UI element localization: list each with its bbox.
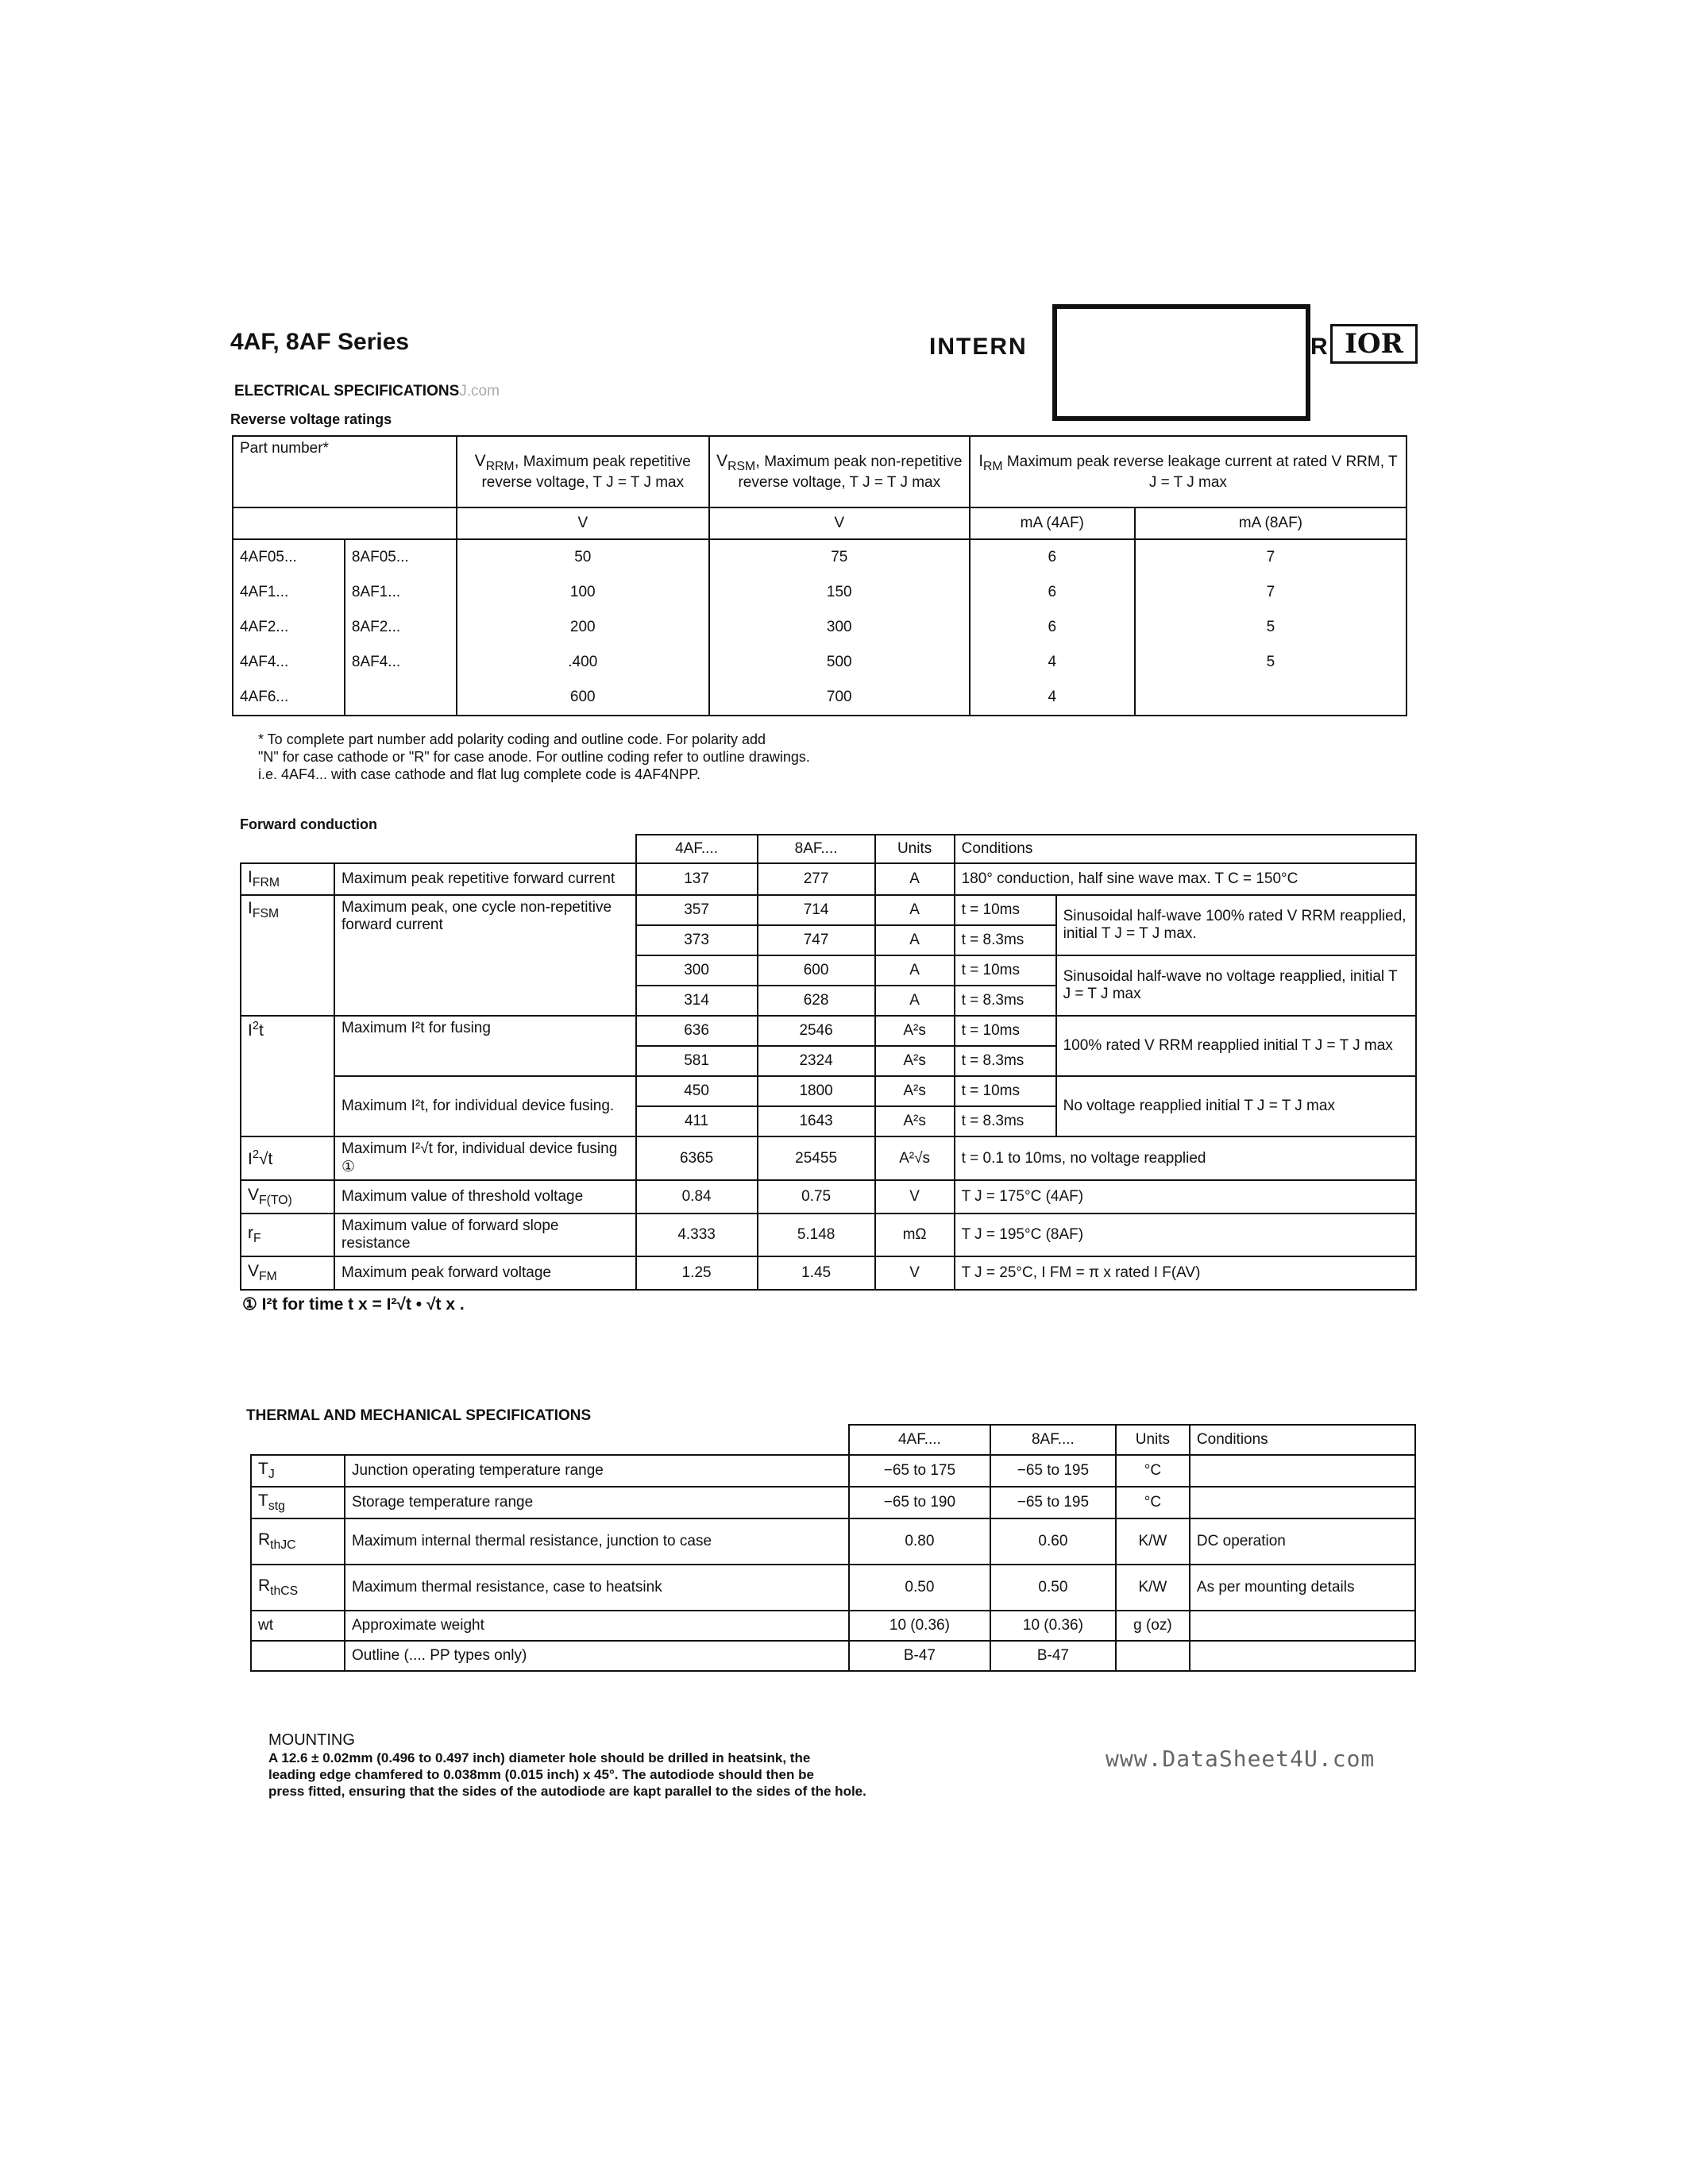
symbol-rthcs: $R_{thCS}$: [251, 1565, 345, 1611]
mounting-heading: MOUNTING: [268, 1731, 355, 1749]
table-row: $I^2t$ Maximum I²t for fusing 636 2546 A²s t = 10ms 100% rated V RRM reapplied initial T J = T J max: [241, 1016, 1416, 1046]
table-row: $I^2√t$ Maximum I²√t for, individual device fusing ① 6365 25455 A²√s t = 0.1 to 10ms, no voltage reapplied: [241, 1136, 1416, 1180]
col-vrsm: $V_{RSM}$, Maximum peak non-repetitive reverse voltage, T J = T J max: [709, 436, 970, 507]
symbol-i2rt: $I^2√t$: [241, 1136, 334, 1180]
forward-conduction-heading: Forward conduction: [240, 816, 377, 832]
table-row: 4AF4... 8AF4... .400 500 4 5: [233, 645, 1407, 680]
electrical-spec-heading: ELECTRICAL SPECIFICATIONSJ.com: [234, 383, 500, 399]
symbol-vfm: $V_{FM}$: [241, 1256, 334, 1290]
redaction-box: [1052, 304, 1310, 421]
mounting-text: A 12.6 ± 0.02mm (0.496 to 0.497 inch) diameter hole should be drilled in heatsink, the leading edge chamfered to 0.038mm (0.015 inch) x 45°. The autodiode should then be press fitted, ensuring that the sides of the autodiode are kapt parallel to the sides of the hole.: [268, 1750, 866, 1799]
table-row: 4AF6... 600 700 4: [233, 680, 1407, 716]
table-row: $I_{FSM}$ Maximum peak, one cycle non-repetitive forward current 357 714 A t = 10ms Sinusoidal half-wave 100% rated V RRM reapplied, initial T J = T J max.: [241, 895, 1416, 925]
col-conditions: Conditions: [955, 835, 1416, 863]
thermal-table: [250, 1424, 1416, 1672]
table-row: 581 2324 A²s t = 8.3ms: [241, 1046, 1416, 1076]
unit-v: V: [709, 507, 970, 539]
table-row: $R_{thJC}$ Maximum internal thermal resistance, junction to case 0.80 0.60 K/W DC operation: [251, 1518, 1415, 1565]
symbol-tstg: $T_{stg}$: [251, 1487, 345, 1518]
col-8af: 8AF....: [758, 835, 875, 863]
brand-name-left: INTERN: [929, 334, 1028, 360]
table-row: 411 1643 A²s t = 8.3ms: [241, 1106, 1416, 1136]
table-row: 300 600 A t = 10ms Sinusoidal half-wave no voltage reapplied, initial T J = T J max: [241, 955, 1416, 986]
table-row: Maximum I²t, for individual device fusing. 450 1800 A²s t = 10ms No voltage reapplied initial T J = T J max: [241, 1076, 1416, 1106]
table-row: 4AF2... 8AF2... 200 300 6 5: [233, 610, 1407, 645]
series-title: 4AF, 8AF Series: [230, 329, 410, 355]
unit-ma-8af: mA (8AF): [1135, 507, 1407, 539]
col-8af: 8AF....: [990, 1425, 1116, 1455]
part-number-footnote: * To complete part number add polarity coding and outline code. For polarity add "N" for case cathode or "R" for case anode. For outline coding refer to outline drawings. i.e. 4AF4... with case cathode and flat lug complete code is 4AF4NPP.: [258, 731, 810, 782]
table-row: $V_{F(TO)}$ Maximum value of threshold voltage 0.84 0.75 V T J = 175°C (4AF): [241, 1180, 1416, 1214]
symbol-tj: $T_J$: [251, 1455, 345, 1487]
col-irm: $I_{RM}$ Maximum peak reverse leakage current at rated V RRM, T J = T J max: [970, 436, 1407, 507]
symbol-vfto: $V_{F(TO)}$: [241, 1180, 334, 1214]
table-row: $T_{stg}$ Storage temperature range −65 to 190 −65 to 195 °C: [251, 1487, 1415, 1518]
symbol-rthjc: $R_{thJC}$: [251, 1518, 345, 1565]
col-vrrm: $V_{RRM}$, Maximum peak repetitive reverse voltage, T J = T J max: [457, 436, 709, 507]
symbol-ifrm: $I_{FRM}$: [241, 863, 334, 895]
table-row: wt Approximate weight 10 (0.36) 10 (0.36) g (oz): [251, 1611, 1415, 1641]
table-row: 373 747 A t = 8.3ms: [241, 925, 1416, 955]
col-4af: 4AF....: [636, 835, 758, 863]
col-units: Units: [875, 835, 955, 863]
col-units: Units: [1116, 1425, 1190, 1455]
reverse-voltage-table: [232, 435, 1407, 716]
table-row: $T_J$ Junction operating temperature range −65 to 175 −65 to 195 °C: [251, 1455, 1415, 1487]
symbol-i2t: $I^2t$: [241, 1016, 334, 1136]
watermark: J.com: [459, 383, 500, 399]
table-row: 4AF05... 8AF05... 50 75 6 7: [233, 539, 1407, 575]
table-row: $V_{FM}$ Maximum peak forward voltage 1.25 1.45 V T J = 25°C, I FM = π x rated I F(AV): [241, 1256, 1416, 1290]
table-row: $R_{thCS}$ Maximum thermal resistance, case to heatsink 0.50 0.50 K/W As per mounting details: [251, 1565, 1415, 1611]
table-row: $I_{FRM}$ Maximum peak repetitive forward current 137 277 A 180° conduction, half sine wave max. T C = 150°C: [241, 863, 1416, 895]
ior-logo: IOR: [1330, 324, 1418, 364]
header-blank: [251, 1425, 849, 1455]
i2rt-note: ① I²t for time t x = I²√t • √t x .: [242, 1295, 465, 1314]
col-part-number: Part number*: [233, 436, 457, 507]
table-row: 314 628 A t = 8.3ms: [241, 986, 1416, 1016]
table-row: $r_F$ Maximum value of forward slope resistance 4.333 5.148 mΩ T J = 195°C (8AF): [241, 1214, 1416, 1256]
col-conditions: Conditions: [1190, 1425, 1415, 1455]
symbol-ifsm: $I_{FSM}$: [241, 895, 334, 1016]
table-row: Outline (.... PP types only) B-47 B-47: [251, 1641, 1415, 1671]
symbol-wt: wt: [251, 1611, 345, 1641]
forward-conduction-table: [240, 834, 1417, 1291]
thermal-heading: THERMAL AND MECHANICAL SPECIFICATIONS: [246, 1407, 592, 1424]
reverse-voltage-heading: Reverse voltage ratings: [230, 411, 392, 427]
site-watermark: www.DataSheet4U.com: [1106, 1746, 1376, 1772]
brand-name-right: R: [1310, 334, 1328, 360]
unit-v: V: [457, 507, 709, 539]
table-row: 4AF1... 8AF1... 100 150 6 7: [233, 575, 1407, 610]
symbol-rf: $r_F$: [241, 1214, 334, 1256]
unit-ma-4af: mA (4AF): [970, 507, 1135, 539]
col-4af: 4AF....: [849, 1425, 990, 1455]
header-blank: [241, 835, 636, 863]
units-blank: [233, 507, 457, 539]
